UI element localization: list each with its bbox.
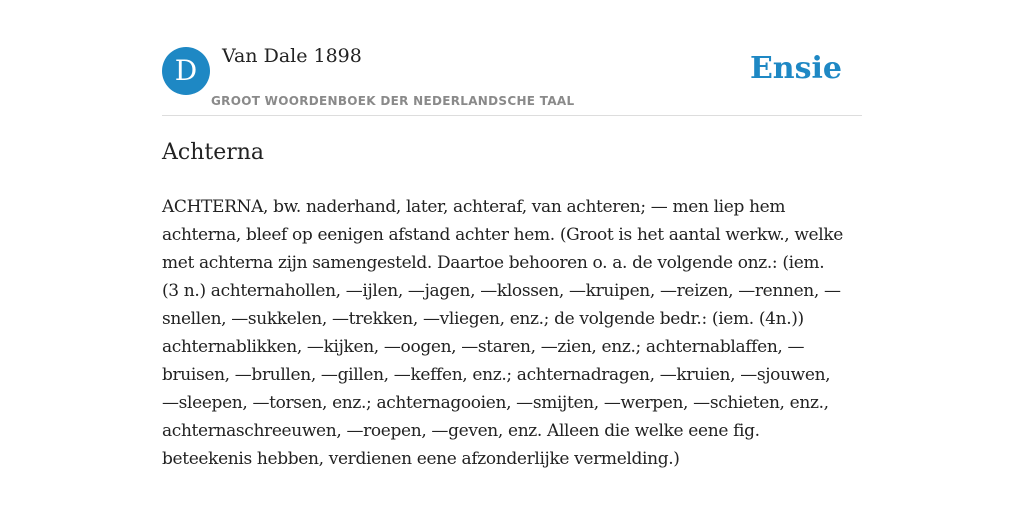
definition-line: achternaschreeuwen, —roepen, —geven, enz. Alleen die welke eene fig.	[162, 421, 760, 441]
definition-line: achterna, bleef op eenigen afstand achter hem. (Groot is het aantal werkw., welke	[162, 225, 844, 245]
definition-line: met achterna zijn samengesteld. Daartoe behooren o. a. de volgende onz.: (iem.	[162, 253, 825, 273]
definition-line: ACHTERNA, bw. naderhand, later, achteraf, van achteren; — men liep hem	[162, 197, 786, 217]
definition-line: —sleepen, —torsen, enz.; achternagooien, —smijten, —werpen, —schieten, enz.,	[162, 393, 829, 413]
definition-line: bruisen, —brullen, —gillen, —keffen, enz.; achternadragen, —kruien, —sjouwen,	[162, 365, 831, 385]
brand-logo[interactable]: Ensie	[749, 51, 842, 86]
definition-line: snellen, —sukkelen, —trekken, —vliegen, enz.; de volgende bedr.: (iem. (4n.))	[162, 309, 804, 329]
entry-headword: Achterna	[162, 140, 265, 165]
header-divider	[162, 115, 862, 116]
definition-line: (3 n.) achternahollen, —ijlen, —jagen, —klossen, —kruipen, —reizen, —rennen, —	[162, 281, 841, 301]
dictionary-logo[interactable]: D	[162, 47, 210, 95]
definition-line: beteekenis hebben, verdienen eene afzonderlijke vermelding.)	[162, 449, 680, 469]
entry-definition	[162, 193, 864, 473]
dictionary-title[interactable]: Van Dale 1898	[222, 45, 362, 67]
dictionary-subtitle: GROOT WOORDENBOEK DER NEDERLANDSCHE TAAL	[211, 94, 575, 108]
definition-line: achternablikken, —kijken, —oogen, —staren, —zien, enz.; achternablaffen, —	[162, 337, 805, 357]
